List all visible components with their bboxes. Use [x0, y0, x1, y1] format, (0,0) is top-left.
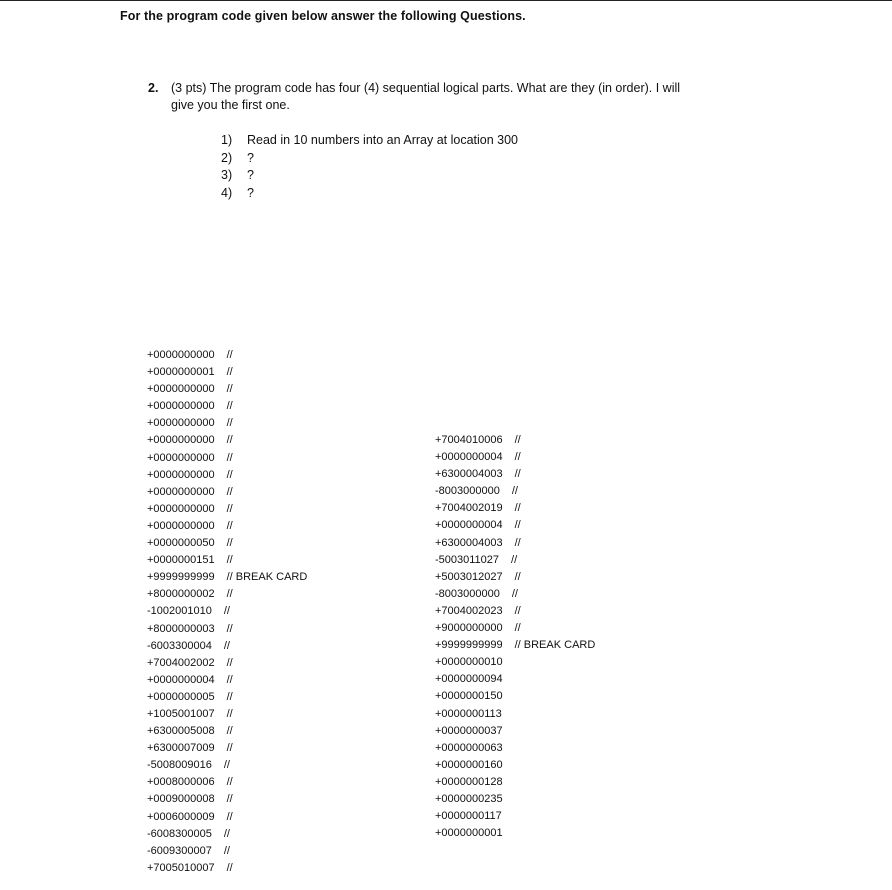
- instruction-comment: //: [514, 536, 521, 549]
- instruction-comment: //: [226, 793, 233, 806]
- code-line: [147, 740, 307, 757]
- instruction-comment: //: [226, 725, 233, 738]
- instruction-code: -6009300007: [147, 844, 212, 857]
- code-line: [147, 501, 307, 518]
- code-line: [147, 655, 307, 672]
- question-text-line-2: give you the first one.: [171, 98, 290, 112]
- page-heading: For the program code given below answer the following Questions.: [120, 9, 526, 23]
- code-line: [435, 757, 595, 774]
- instruction-code: +0000000004: [147, 673, 215, 686]
- part-item: [221, 185, 518, 203]
- instruction-code: +5003012027: [435, 570, 503, 583]
- code-line: [435, 671, 595, 688]
- instruction-comment: //: [226, 400, 233, 413]
- instruction-code: +7004002023: [435, 604, 503, 617]
- part-text: ?: [247, 185, 254, 200]
- code-line: [147, 621, 307, 638]
- instruction-comment: //: [226, 742, 233, 755]
- code-line: [435, 586, 595, 603]
- instruction-comment: //: [223, 639, 230, 652]
- instruction-code: +0000000004: [435, 451, 503, 464]
- instruction-comment: //: [226, 707, 233, 720]
- instruction-comment: //: [226, 554, 233, 567]
- code-line: [147, 484, 307, 501]
- instruction-code: -5003011027: [435, 553, 500, 566]
- instruction-code: +7004010006: [435, 434, 503, 446]
- instruction-code: +0000000001: [147, 366, 215, 379]
- instruction-comment: //: [226, 810, 233, 823]
- instruction-code: +0000000000: [147, 417, 215, 430]
- instruction-code: +0008000006: [147, 776, 215, 789]
- instruction-comment: //: [511, 553, 518, 566]
- code-line: [147, 826, 307, 843]
- instruction-code: +0000000000: [147, 400, 215, 413]
- code-line: [435, 500, 595, 517]
- instruction-comment: //: [511, 587, 518, 600]
- instruction-code: +0000000050: [147, 537, 215, 550]
- instruction-comment: //: [514, 468, 521, 481]
- instruction-code: +0006000009: [147, 810, 215, 823]
- code-line: [147, 706, 307, 723]
- code-line: [435, 517, 595, 534]
- code-line: [435, 791, 595, 808]
- code-line: [147, 347, 307, 364]
- part-item: [221, 132, 518, 150]
- instruction-code: +7004002002: [147, 656, 215, 669]
- code-line: [435, 483, 595, 500]
- part-item: [221, 150, 518, 168]
- instruction-code: -6008300005: [147, 827, 212, 840]
- part-number: 2): [221, 150, 233, 165]
- code-line: [147, 398, 307, 415]
- part-text: ?: [247, 168, 254, 182]
- instruction-code: +0000000000: [147, 468, 215, 481]
- instruction-comment: //: [226, 622, 233, 635]
- instruction-code: +0000000000: [147, 519, 215, 532]
- instruction-comment: //: [226, 434, 233, 447]
- instruction-code: +0000000063: [435, 741, 503, 754]
- instruction-code: +0000000150: [435, 690, 503, 703]
- code-line: [435, 432, 595, 449]
- instruction-comment: //: [223, 759, 230, 772]
- code-line: [147, 757, 307, 774]
- code-line: [147, 552, 307, 569]
- code-line: [435, 740, 595, 757]
- instruction-comment: //: [226, 519, 233, 532]
- instruction-code: +0000000000: [147, 434, 215, 447]
- code-line: [147, 569, 307, 586]
- instruction-code: +0000000037: [435, 724, 503, 737]
- instruction-comment: //: [514, 519, 521, 532]
- instruction-comment: //: [226, 451, 233, 464]
- code-line: [435, 569, 595, 586]
- code-line: [147, 809, 307, 826]
- instruction-comment: //: [226, 690, 233, 703]
- instruction-comment: //: [514, 570, 521, 583]
- code-line: [147, 860, 307, 877]
- instruction-comment: //: [514, 502, 521, 515]
- instruction-code: -1002001010: [147, 605, 212, 618]
- instruction-code: +0000000004: [435, 519, 503, 532]
- instruction-code: +9000000000: [435, 622, 503, 635]
- instruction-comment: // BREAK CARD: [226, 571, 308, 584]
- instruction-comment: //: [223, 605, 230, 618]
- question-line-1: [148, 80, 788, 97]
- code-line: [147, 450, 307, 467]
- code-line: [147, 689, 307, 706]
- instruction-comment: //: [226, 468, 233, 481]
- code-line: [435, 637, 595, 654]
- question-text-line-1: (3 pts) The program code has four (4) sequential logical parts. What are they (in order). I will: [171, 81, 681, 95]
- instruction-comment: //: [226, 673, 233, 686]
- instruction-code: +9999999999: [435, 639, 503, 652]
- instruction-code: +0000000094: [435, 673, 503, 686]
- instruction-comment: //: [226, 588, 233, 601]
- part-item: [221, 167, 518, 185]
- instruction-code: +0000000113: [435, 707, 502, 720]
- instruction-comment: //: [226, 366, 233, 379]
- instruction-code: +1005001007: [147, 707, 215, 720]
- instruction-code: +0000000001: [435, 827, 503, 840]
- code-line: [435, 603, 595, 620]
- instruction-comment: // BREAK CARD: [514, 639, 596, 652]
- instruction-code: +0000000160: [435, 758, 503, 771]
- instruction-comment: //: [226, 776, 233, 789]
- instruction-code: +6300004003: [435, 536, 503, 549]
- instruction-code: +7005010007: [147, 861, 215, 874]
- instruction-code: +0000000000: [147, 383, 215, 396]
- code-line: [147, 381, 307, 398]
- code-line: [435, 774, 595, 791]
- code-column-right: [435, 432, 595, 842]
- instruction-code: -6003300004: [147, 639, 212, 652]
- instruction-comment: //: [223, 844, 230, 857]
- instruction-code: +6300004003: [435, 468, 503, 481]
- instruction-comment: //: [226, 485, 233, 498]
- instruction-code: +6300005008: [147, 725, 215, 738]
- instruction-code: -5008009016: [147, 759, 212, 772]
- instruction-comment: //: [226, 349, 233, 361]
- part-number: 3): [221, 168, 233, 182]
- instruction-comment: //: [514, 604, 521, 617]
- instruction-comment: //: [223, 827, 230, 840]
- instruction-code: +0000000010: [435, 656, 503, 669]
- instruction-comment: //: [514, 622, 521, 635]
- top-rule: [0, 0, 892, 1]
- code-line: [435, 466, 595, 483]
- instruction-comment: //: [226, 537, 233, 550]
- instruction-code: +6300007009: [147, 742, 215, 755]
- part-text: Read in 10 numbers into an Array at location 300: [247, 133, 519, 147]
- code-line: [435, 449, 595, 466]
- instruction-code: +0000000000: [147, 349, 215, 361]
- instruction-code: -8003000000: [435, 587, 500, 600]
- code-line: [147, 723, 307, 740]
- code-line: [435, 620, 595, 637]
- question-number: 2.: [148, 81, 159, 95]
- instruction-code: +0009000008: [147, 793, 215, 806]
- code-line: [147, 432, 307, 449]
- code-line: [147, 638, 307, 655]
- code-line: [147, 467, 307, 484]
- code-line: [435, 688, 595, 705]
- code-line: [435, 654, 595, 671]
- part-number: 4): [221, 185, 233, 200]
- instruction-comment: //: [226, 861, 233, 874]
- instruction-comment: //: [514, 434, 521, 446]
- code-line: [147, 672, 307, 689]
- code-line: [435, 808, 595, 825]
- code-column-left: [147, 347, 307, 877]
- instruction-code: +0000000000: [147, 451, 215, 464]
- code-line: [435, 723, 595, 740]
- instruction-code: +0000000117: [435, 810, 502, 823]
- instruction-code: +0000000128: [435, 775, 503, 788]
- parts-list: [221, 132, 518, 202]
- code-line: [435, 706, 595, 723]
- question-block: [148, 80, 788, 114]
- code-line: [147, 415, 307, 432]
- code-line: [147, 535, 307, 552]
- instruction-comment: //: [511, 485, 518, 498]
- instruction-comment: //: [226, 417, 233, 430]
- code-line: [147, 774, 307, 791]
- instruction-comment: //: [226, 502, 233, 515]
- instruction-code: +8000000003: [147, 622, 215, 635]
- instruction-code: -8003000000: [435, 485, 500, 498]
- instruction-code: +0000000005: [147, 690, 215, 703]
- instruction-code: +0000000000: [147, 502, 215, 515]
- part-number: 1): [221, 133, 233, 147]
- code-line: [435, 552, 595, 569]
- instruction-code: +7004002019: [435, 502, 503, 515]
- code-line: [435, 535, 595, 552]
- instruction-code: +9999999999: [147, 571, 215, 584]
- instruction-comment: //: [514, 451, 521, 464]
- part-text: ?: [247, 150, 254, 165]
- instruction-code: +0000000151: [147, 554, 215, 567]
- instruction-comment: //: [226, 383, 233, 396]
- code-line: [435, 825, 595, 842]
- instruction-code: +8000000002: [147, 588, 215, 601]
- code-line: [147, 603, 307, 620]
- code-line: [147, 586, 307, 603]
- instruction-comment: //: [226, 656, 233, 669]
- code-line: [147, 843, 307, 860]
- instruction-code: +0000000000: [147, 485, 215, 498]
- code-line: [147, 364, 307, 381]
- instruction-code: +0000000235: [435, 792, 503, 805]
- code-line: [147, 518, 307, 535]
- code-line: [147, 791, 307, 808]
